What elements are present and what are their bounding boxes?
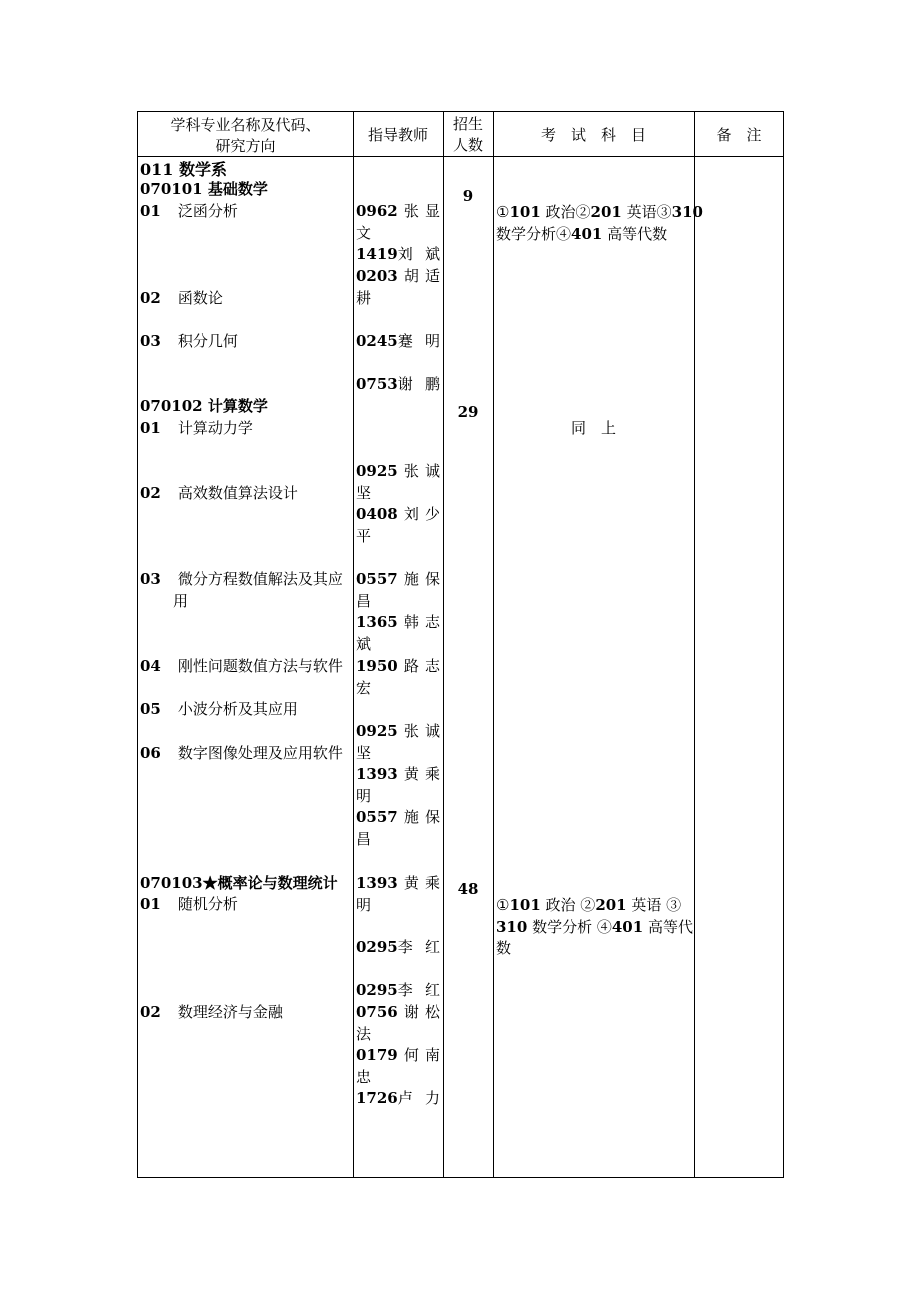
direction-line: 03 积分几何 [140,332,238,350]
direction-line-cont: 用 [173,592,189,610]
teacher-entry: 1393 黄 乘 明 [356,765,440,805]
enroll-count: 9 [462,187,474,205]
direction-line: 05 小波分析及其应用 [140,700,298,718]
direction-line: 02 高效数值算法设计 [140,484,298,502]
enroll-count: 48 [457,880,479,898]
exam-subjects: ①101 政治②201 英语③310 数学分析④401 高等代数 [496,203,703,243]
department-title: 011 数学系 [140,160,227,179]
direction-line: 01 随机分析 [140,895,238,913]
teacher-entry: 0408 刘 少 平 [356,505,440,545]
teacher-entry: 1365 韩 志 斌 [356,613,440,653]
direction-line: 02 数理经济与金融 [140,1003,283,1021]
column-divider [493,112,494,1177]
teacher-entry: 0756 谢 松 法 [356,1003,440,1043]
direction-line: 02 函数论 [140,289,223,307]
teacher-entry: 0557 施 保 昌 [356,808,440,848]
teacher-entry: 0179 何 南 忠 [356,1046,440,1086]
teacher-entry: 0245蹇 明 [356,332,440,350]
exam-same-as-above: 同 上 [570,419,616,437]
column-divider [694,112,695,1177]
direction-line: 01 泛函分析 [140,202,238,220]
column-divider [353,112,354,1177]
teacher-entry: 0962 张 显 文 [356,202,440,242]
teacher-entry: 0295李 红 [356,981,440,999]
teacher-entry: 0925 张 诚 坚 [356,462,440,502]
direction-line: 01 计算动力学 [140,419,253,437]
header-advisor: 指导教师 [367,126,428,144]
teacher-entry: 1393 黄 乘 明 [356,874,440,914]
teacher-entry: 1726卢 力 [356,1089,440,1107]
teacher-entry: 0925 张 诚 坚 [356,722,440,762]
header-remark: 备 注 [716,126,762,144]
major-line: 070101 基础数学 [140,180,268,198]
teacher-entry: 0203 胡 适 耕 [356,267,440,307]
teacher-entry: 0753谢 鹏 [356,375,440,393]
teacher-entry: 0295李 红 [356,938,440,956]
direction-line: 04 刚性问题数值方法与软件 [140,657,343,675]
teacher-entry: 1950 路 志 宏 [356,657,440,697]
direction-line: 06 数字图像处理及应用软件 [140,744,343,762]
direction-line: 03 微分方程数值解法及其应 [140,570,343,588]
header-enroll: 招生 人数 [452,115,483,154]
exam-subjects: ①101 政治 ②201 英语 ③ 310 数学分析 ④401 高等代 数 [496,896,693,957]
admissions-table [137,111,784,1178]
column-divider [443,112,444,1177]
header-subject: 学科专业名称及代码、 研究方向 [170,116,321,155]
enroll-count: 29 [457,403,479,421]
major-line: 070102 计算数学 [140,397,268,415]
teacher-entry: 1419刘 斌 [356,245,440,263]
teacher-entry: 0557 施 保 昌 [356,570,440,610]
header-exam: 考 试 科 目 [540,126,646,144]
major-line: 070103★概率论与数理统计 [140,874,338,892]
